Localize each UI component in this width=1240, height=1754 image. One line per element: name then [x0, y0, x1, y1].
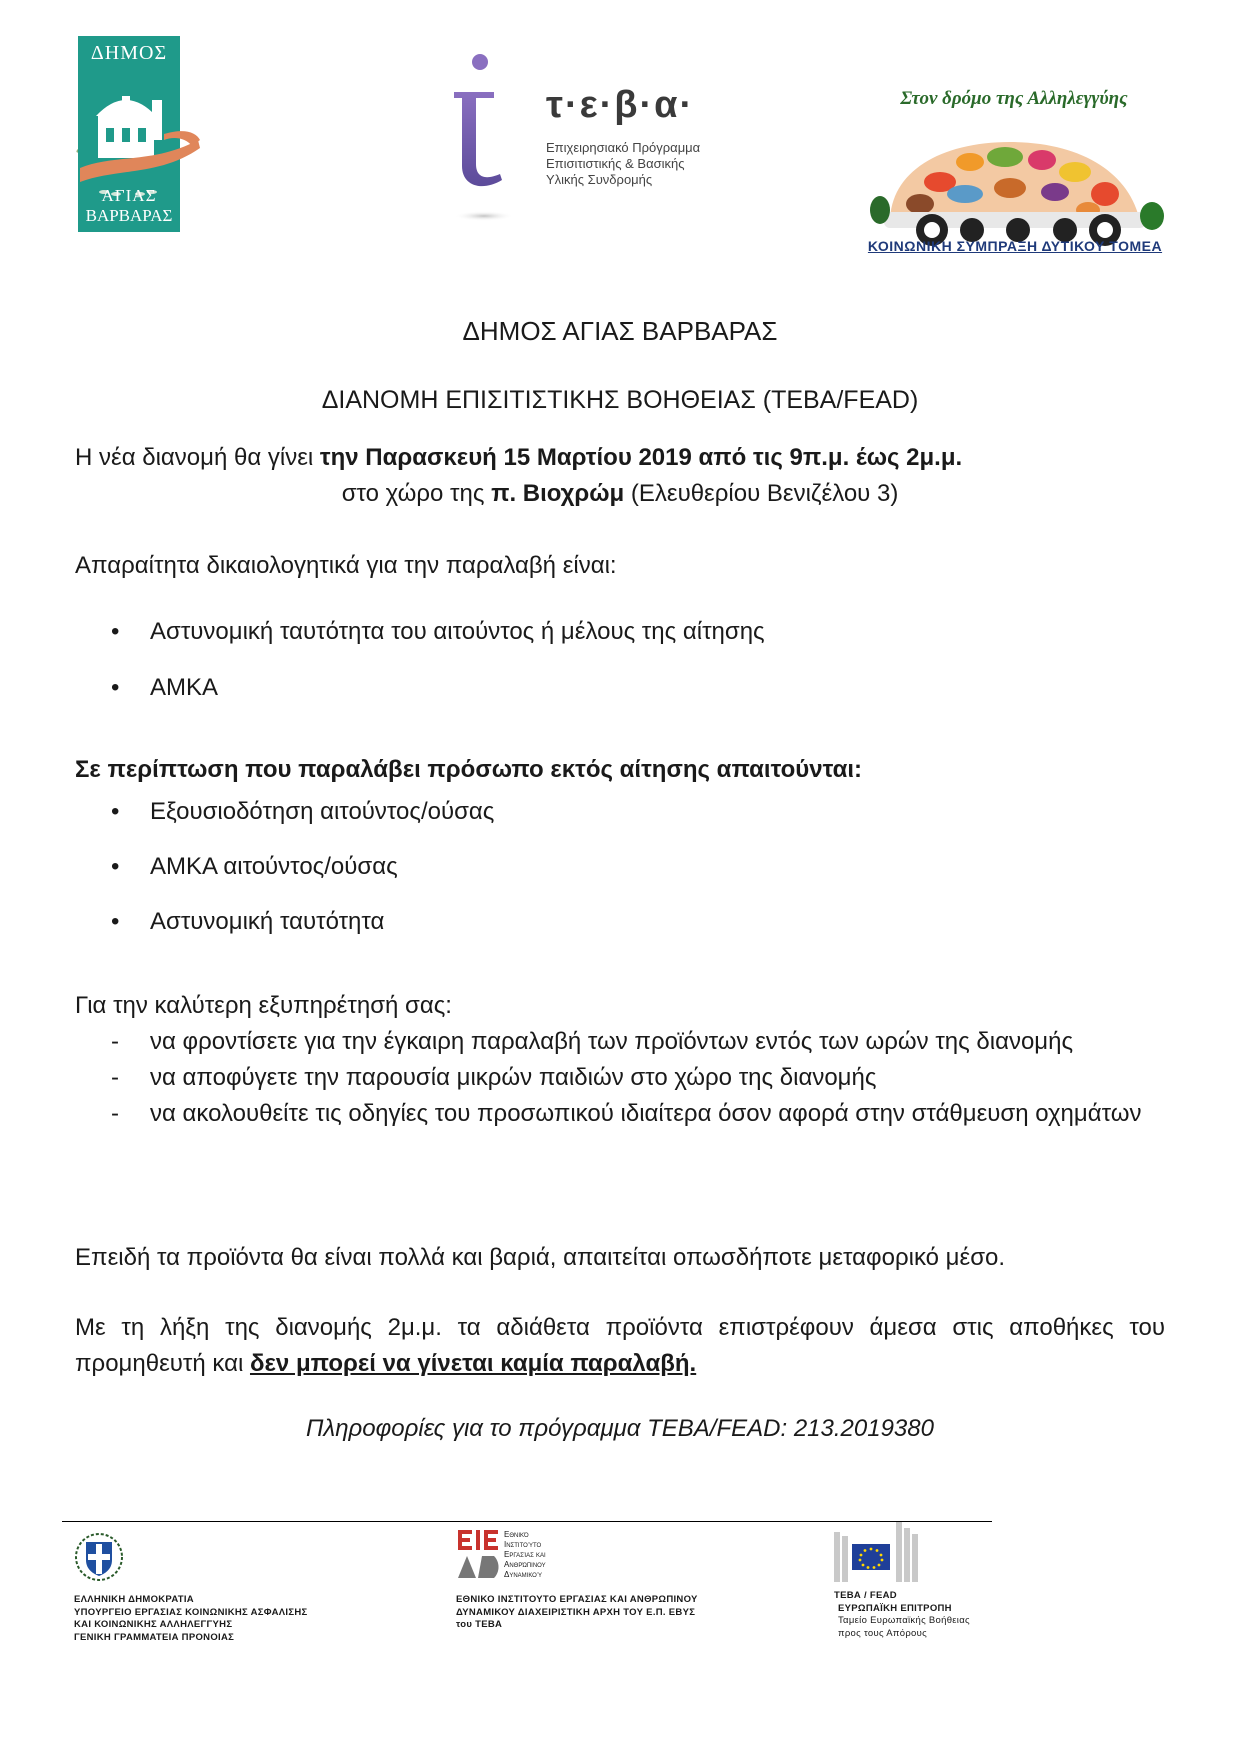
eiead-text [456, 1594, 698, 1632]
list-item: - να ακολουθείτε τις οδηγίες του προσωπικού ιδιαίτερα όσον αφορά στην στάθμευση οχημάτων [75, 1096, 1165, 1132]
location-prefix: στο χώρο της [341, 480, 492, 507]
solidarity-street-logo [860, 82, 1170, 266]
ministry-line: ΥΠΟΥΡΓΕΙΟ ΕΡΓΑΣΙΑΣ ΚΟΙΝΩΝΙΚΗΣ ΑΣΦΑΛΙΣΗΣ [74, 1606, 308, 1618]
location-name: π. Βιοχρώμ [491, 480, 625, 507]
list-item: • Αστυνομική ταυτότητα του αιτούντος ή μέλους της αίτησης [75, 604, 1165, 660]
greek-coat-of-arms-icon [74, 1532, 124, 1582]
ministry-line: ΕΛΛΗΝΙΚΗ ΔΗΜΟΚΡΑΤΙΑ [74, 1594, 194, 1605]
proxy-list [75, 784, 1165, 949]
list-item: - να αποφύγετε την παρουσία μικρών παιδιών στο χώρο της διανομής [75, 1060, 1165, 1096]
eiead-line: ΕΘΝΙΚΟ ΙΝΣΤΙΤΟΥΤΟ ΕΡΓΑΣΙΑΣ ΚΑΙ ΑΝΘΡΩΠΙΝΟΥ [456, 1594, 698, 1605]
page-title: ΔΗΜΟΣ ΑΓΙΑΣ ΒΑΡΒΑΡΑΣ [462, 316, 778, 346]
teva-description-line: Επισιτιστικής & Βασικής [546, 156, 685, 171]
teva-wordmark: τ·ε·β·α· [546, 84, 695, 126]
transport-note: Επειδή τα προϊόντα θα είναι πολλά και βαριά, απαιτείται οπωσδήποτε μεταφορικό μέσο. [75, 1244, 1006, 1271]
list-item: • ΑΜΚΑ [75, 660, 1165, 716]
dimos-logo-line2: ΑΓΙΑΣ [101, 186, 157, 205]
eiead-logo-line: Ανθρώπινου [504, 1560, 546, 1569]
eiead-logo-line: Ινστιτούτο [504, 1540, 542, 1549]
street-logo-script: Στον δρόμο της Αλληλεγγύης [900, 88, 1128, 109]
eiead-logo-line: Εθνικό [504, 1530, 529, 1539]
eiead-line: του ΤΕΒΑ [456, 1619, 503, 1630]
eiead-logo-line: Δυναμικού [504, 1570, 542, 1579]
eiead-logo-text [504, 1530, 546, 1580]
eiead-line: ΔΥΝΑΜΙΚΟΥ ΔΙΑΧΕΙΡΙΣΤΙΚΗ ΑΡΧΗ ΤΟΥ Ε.Π. ΕΒΥΣ [456, 1606, 696, 1618]
teva-description [546, 140, 700, 188]
requirements-heading: Απαραίτητα δικαιολογητικά για την παραλαβή είναι: [75, 552, 617, 579]
list-item: - να φροντίσετε για την έγκαιρη παραλαβή των προϊόντων εντός των ωρών της διανομής [75, 1024, 1165, 1060]
closing-text: Με τη λήξη της διανομής 2μ.μ. τα αδιάθετα προϊόντα επιστρέφουν άμεσα στις αποθήκες του προμηθευτή και [75, 1314, 1165, 1377]
ministry-text [74, 1594, 308, 1644]
eu-text [834, 1590, 970, 1640]
list-item: • ΑΜΚΑ αιτούντος/ούσας [75, 839, 1165, 894]
service-heading: Για την καλύτερη εξυπηρέτησή σας: [75, 992, 452, 1019]
announcement-line-1 [75, 440, 1165, 476]
list-item: • Αστυνομική ταυτότητα [75, 894, 1165, 949]
eu-line: ΕΥΡΩΠΑΪΚΗ ΕΠΙΤΡΟΠΗ [838, 1602, 952, 1614]
list-item: • Εξουσιοδότηση αιτούντος/ούσας [75, 784, 1165, 839]
dimos-logo [74, 36, 204, 232]
street-logo-caption: ΚΟΙΝΩΝΙΚΗ ΣΥΜΠΡΑΞΗ ΔΥΤΙΚΟΥ ΤΟΜΕΑ [867, 238, 1163, 254]
teva-description-line: Επιχειρησιακό Πρόγραμμα [546, 140, 701, 155]
announcement-date-time: την Παρασκευή 15 Μαρτίου 2019 από τις 9π.μ. έως 2μ.μ. [319, 444, 963, 471]
eiead-logo-icon [456, 1528, 500, 1580]
page-subtitle: ΔΙΑΝΟΜΗ ΕΠΙΣΙΤΙΣΤΙΚΗΣ ΒΟΗΘΕΙΑΣ (ΤΕΒΑ/FEAD) [321, 386, 919, 414]
eu-commission-logo [834, 1522, 924, 1584]
requirements-list [75, 604, 1165, 716]
dimos-logo-line3: ΒΑΡΒΑΡΑΣ [85, 206, 173, 225]
closing-warning: δεν μπορεί να γίνεται καμία παραλαβή. [249, 1350, 697, 1377]
ministry-line: ΓΕΝΙΚΗ ΓΡΑΜΜΑΤΕΙΑ ΠΡΟΝΟΙΑΣ [74, 1631, 235, 1643]
location-address: (Ελευθερίου Βενιζέλου 3) [624, 480, 899, 507]
info-line: Πληροφορίες για το πρόγραμμα ΤΕΒΑ/FEAD: 213.2019380 [306, 1415, 934, 1442]
proxy-heading: Σε περίπτωση που παραλάβει πρόσωπο εκτός αίτησης απαιτούνται: [75, 756, 863, 783]
dimos-logo-line1: ΔΗΜΟΣ [90, 42, 168, 64]
eu-line: προς τους Απόρους [838, 1627, 927, 1639]
teva-description-line: Υλικής Συνδρομής [546, 172, 653, 187]
announcement-prefix: Η νέα διανομή θα γίνει [75, 444, 320, 471]
teva-logo [454, 54, 714, 224]
eu-line: Ταμείο Ευρωπαϊκής Βοήθειας [838, 1615, 970, 1626]
eiead-logo-line: Εργασίας και [504, 1550, 546, 1559]
announcement-line-2 [0, 476, 1240, 512]
ministry-line: ΚΑΙ ΚΟΙΝΩΝΙΚΗΣ ΑΛΛΗΛΕΓΓΥΗΣ [74, 1619, 233, 1630]
closing-note [75, 1310, 1165, 1382]
service-list [75, 1024, 1165, 1132]
eu-line: ΤΕΒΑ / FEAD [834, 1590, 897, 1601]
